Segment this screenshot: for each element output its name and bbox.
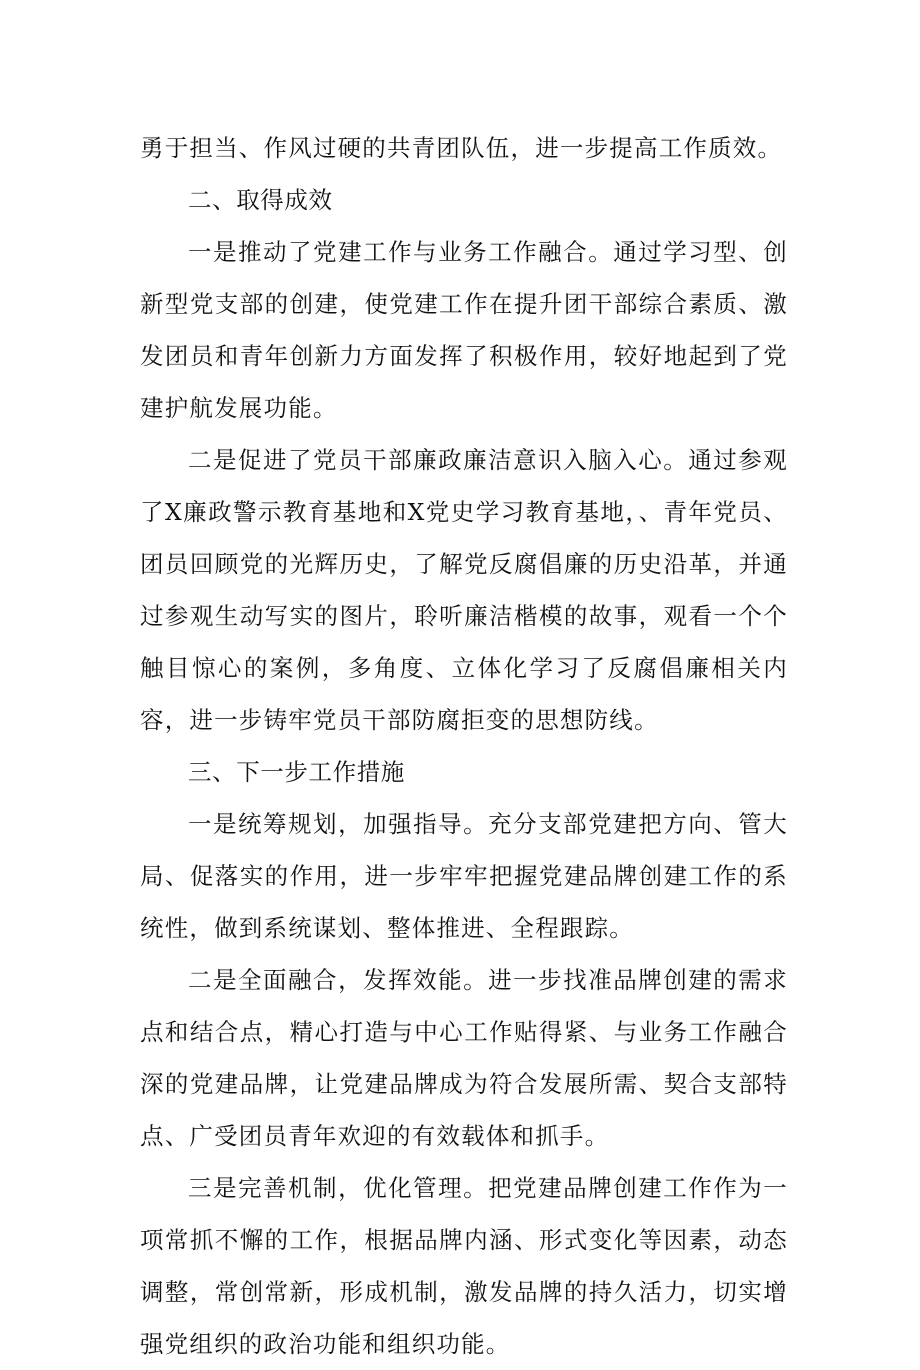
paragraph-next-steps-2: 二是全面融合，发挥效能。进一步找准品牌创建的需求点和结合点，精心打造与中心工作贴得紧、与业务工作融合深的党建品牌，让党建品牌成为符合发展所需、契合支部特点、广受团员青年欢迎的有效载体和抓手。 xyxy=(140,966,788,1150)
document-page xyxy=(140,122,788,1370)
section-heading-results: 二、取得成效 xyxy=(188,186,333,214)
paragraph-results-1: 一是推动了党建工作与业务工作融合。通过学习型、创新型党支部的创建，使党建工作在提升团干部综合素质、激发团员和青年创新力方面发挥了积极作用，较好地起到了党建护航发展功能。 xyxy=(140,238,788,422)
paragraph-next-steps-1: 一是统筹规划，加强指导。充分支部党建把方向、管大局、促落实的作用，进一步牢牢把握党建品牌创建工作的系统性，做到系统谋划、整体推进、全程跟踪。 xyxy=(140,810,788,942)
paragraph-results-2: 二是促进了党员干部廉政廉洁意识入脑入心。通过参观了X廉政警示教育基地和X党史学习教育基地，、青年党员、团员回顾党的光辉历史，了解党反腐倡廉的历史沿革，并通过参观生动写实的图片，聆听廉洁楷模的故事，观看一个个触目惊心的案例，多角度、立体化学习了反腐倡廉相关内容，进一步铸牢党员干部防腐拒变的思想防线。 xyxy=(140,446,788,734)
paragraph-next-steps-3: 三是完善机制，优化管理。把党建品牌创建工作作为一项常抓不懈的工作，根据品牌内涵、形式变化等因素，动态调整，常创常新，形成机制，激发品牌的持久活力，切实增强党组织的政治功能和组织功能。 xyxy=(140,1174,788,1358)
section-heading-next-steps: 三、下一步工作措施 xyxy=(188,758,405,786)
continuation-paragraph: 勇于担当、作风过硬的共青团队伍，进一步提高工作质效。 xyxy=(140,134,783,162)
